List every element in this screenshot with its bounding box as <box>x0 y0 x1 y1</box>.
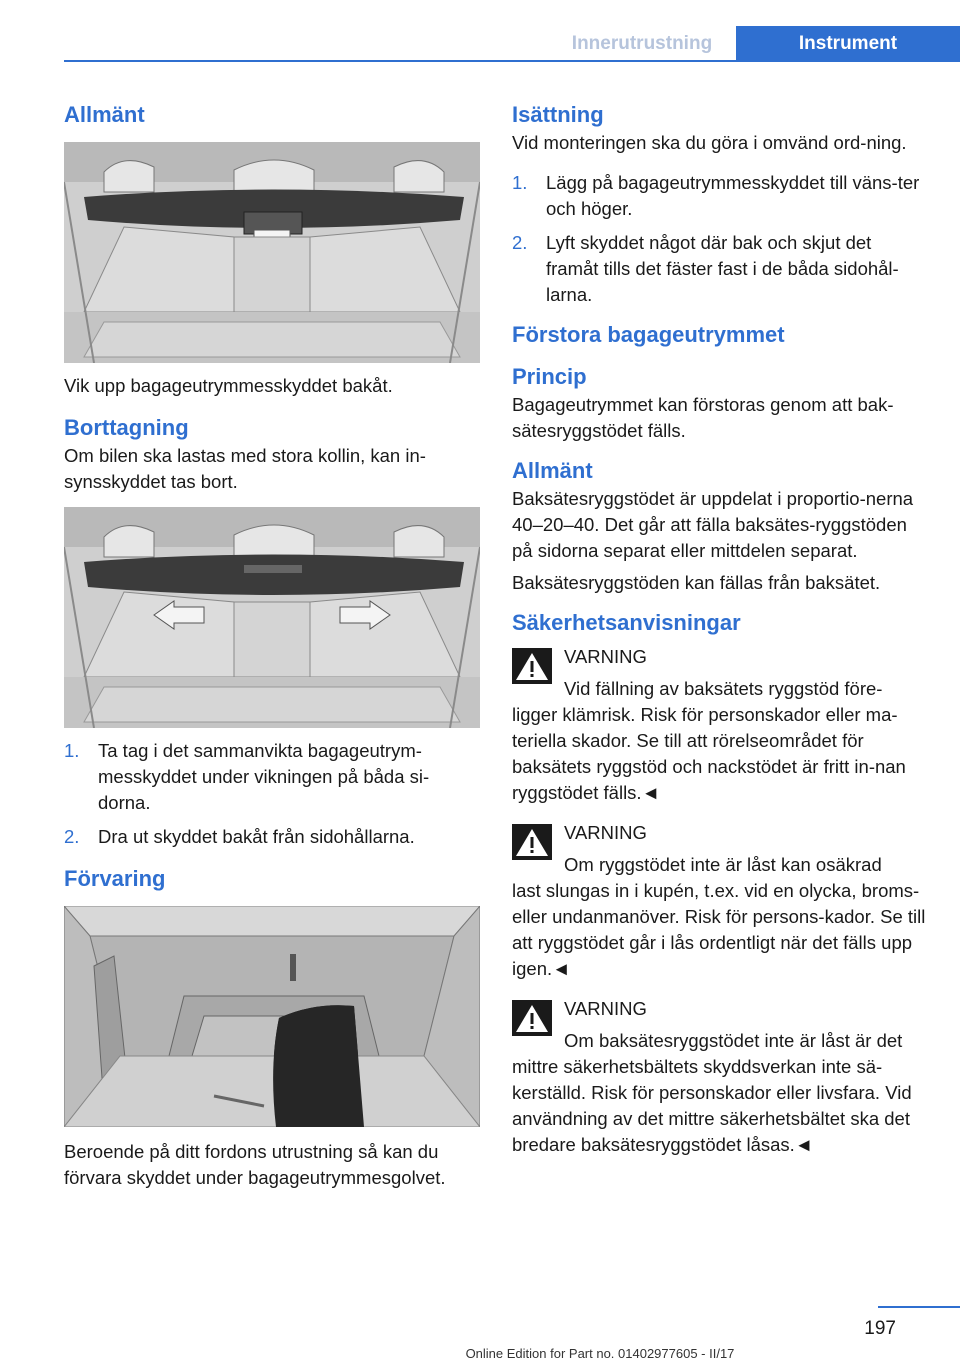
figure-cover-remove <box>64 507 480 728</box>
list-item: 2. Lyft skyddet något där bak och skjut det framåt tills det fäster fast i de båda sidohål‐larna. <box>512 232 899 305</box>
list-item: 2. Dra ut skyddet bakåt från sidohållarna. <box>64 826 415 847</box>
caption-storage: Beroende på ditt fordons utrustning så kan du förvara skyddet under bagageutrymmesgolvet. <box>64 1141 446 1188</box>
right-column <box>512 100 928 1158</box>
warning-block-3 <box>512 996 928 1158</box>
page-number: 197 <box>864 1318 896 1339</box>
warning-triangle-icon <box>512 1000 552 1036</box>
text-allmant-1: Baksätesryggstödet är uppdelat i proportio‐nerna 40–20–40. Det går att fälla baksätes‐ryggstöden på sidorna separat eller mittdelen separat. <box>512 488 914 561</box>
heading-forvaring: Förvaring <box>64 866 166 891</box>
warning-text: last slungas in i kupén, t.ex. vid en olycka, broms- eller undanmanöver. Risk för persons‐kador. Se till att ryggstödet går i lås ordentligt när det fälls upp igen.◄ <box>512 880 926 979</box>
warning-text: ligger klämrisk. Risk för personskador eller ma‐teriella skador. Se till att rörelseområdet för baksätets ryggstöd och nackstödet är fritt in‐nan ryggstödet fälls.◄ <box>512 704 906 803</box>
warning-first-line: Vid fällning av baksätets ryggstöd före‐ <box>564 678 883 699</box>
header-chapter-label[interactable]: Instrument <box>736 26 960 62</box>
warning-first-line: Om ryggstödet inte är låst kan osäkrad <box>564 854 882 875</box>
warning-first-line: Om baksätesryggstödet inte är låst är det <box>564 1030 903 1051</box>
heading-borttagning: Borttagning <box>64 415 189 440</box>
text-princip: Bagageutrymmet kan förstoras genom att bak‐sätesryggstödet fälls. <box>512 394 894 441</box>
warning-text: mittre säkerhetsbältets skyddsverkan inte sä‐kerställd. Risk för personskador eller livsfara. Vid användning av det mittre säkerhetsbältet ska det bredare baksätesryggstödet låsas.◄ <box>512 1056 912 1155</box>
steps-remove <box>64 738 480 850</box>
figure-cover-folded <box>64 142 480 363</box>
warning-title: VARNING <box>564 646 647 667</box>
page-header <box>0 0 960 62</box>
footer-edition: Online Edition for Part no. 01402977605 - II/17 <box>465 1346 735 1361</box>
figure-cover-storage <box>64 906 480 1127</box>
heading-allmant-right: Allmänt <box>512 458 593 483</box>
warning-triangle-icon <box>512 648 552 684</box>
warning-block-1 <box>512 644 928 806</box>
text-isattning: Vid monteringen ska du göra i omvänd ord‐ning. <box>512 132 907 153</box>
heading-forstora: Förstora bagageutrymmet <box>512 322 785 347</box>
warning-triangle-icon <box>512 824 552 860</box>
heading-princip: Princip <box>512 364 587 389</box>
text-allmant-2: Baksätesryggstöden kan fällas från baksätet. <box>512 572 881 593</box>
list-item: 1. Lägg på bagageutrymmesskyddet till väns‐ter och höger. <box>512 172 920 219</box>
text-borttagning: Om bilen ska lastas med stora kollin, kan in‐synsskyddet tas bort. <box>64 445 426 492</box>
list-item: 1. Ta tag i det sammanvikta bagageutrym‐messkyddet under vikningen på båda si‐dorna. <box>64 740 430 813</box>
footer-rule <box>878 1306 960 1308</box>
warning-block-2 <box>512 820 928 982</box>
caption-fold-up: Vik upp bagageutrymmesskyddet bakåt. <box>64 375 393 396</box>
warning-title: VARNING <box>564 998 647 1019</box>
left-column <box>64 100 480 1191</box>
heading-sakerhet: Säkerhetsanvisningar <box>512 610 741 635</box>
header-rule <box>64 60 960 62</box>
steps-install <box>512 170 928 308</box>
heading-allmant: Allmänt <box>64 102 145 127</box>
header-section-label[interactable]: Innerutrustning <box>571 33 713 54</box>
warning-title: VARNING <box>564 822 647 843</box>
heading-isattning: Isättning <box>512 102 604 127</box>
